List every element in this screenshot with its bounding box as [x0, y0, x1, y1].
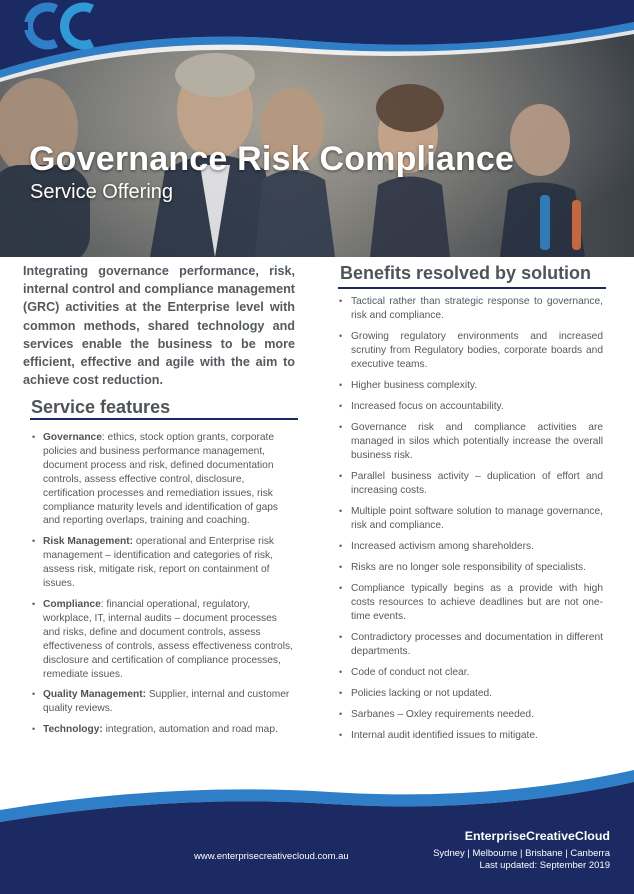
brand-name: EnterpriseCreativeCloud — [464, 829, 610, 843]
list-item: • Code of conduct not clear. — [339, 666, 603, 680]
list-item: • Governance: ethics, stock option grants, corporate policies and business performance management, document process and risk, defined documentation controls, assess effective control, disclosure, certification processes and remediation issues, risk compliance maturity levels and identification of gaps and reporting overlaps, training and coaching. — [32, 431, 294, 528]
benefits-list — [339, 295, 603, 750]
benefits-divider — [338, 287, 606, 289]
ecc-logo-icon — [0, 0, 100, 52]
hero-banner — [0, 0, 634, 257]
list-item: • Risk Management: operational and Enterprise risk management – identification and categories of risk, assess risk, mitigate risk, report on containment of issues. — [32, 535, 294, 591]
service-features-list — [32, 431, 294, 744]
list-item: • Increased activism among shareholders. — [339, 540, 603, 554]
list-item: • Growing regulatory environments and increased scrutiny from Regulatory bodies, corporate boards and executive teams. — [339, 330, 603, 372]
benefits-heading: Benefits resolved by solution — [340, 263, 592, 283]
list-item: • Compliance: financial operational, regulatory, workplace, IT, internal audits – document processes and risks, define and document controls, assess effectiveness of controls, assess effectiveness controls, disclosure and certification of compliance processes, remediate issues. — [32, 598, 294, 681]
list-item: • Governance risk and compliance activities are managed in silos which potentially increase the overall business risk. — [339, 421, 603, 463]
office-locations: Sydney | Melbourne | Brisbane | Canberra — [433, 848, 610, 859]
list-item: • Tactical rather than strategic response to governance, risk and compliance. — [339, 295, 603, 323]
list-item: • Quality Management: Supplier, internal and customer quality reviews. — [32, 688, 294, 716]
last-updated: Last updated: September 2019 — [479, 860, 610, 871]
list-item: • Contradictory processes and documentation in different departments. — [339, 631, 603, 659]
list-item: • Compliance typically begins as a provide with high costs resources to achieve deadlines but are not one-time events. — [339, 582, 603, 624]
list-item: • Increased focus on accountability. — [339, 400, 603, 414]
website-link[interactable]: www.enterprisecreativecloud.com.au — [194, 851, 349, 862]
list-item: • Parallel business activity – duplication of effort and increasing costs. — [339, 470, 603, 498]
list-item: • Policies lacking or not updated. — [339, 687, 603, 701]
list-item: • Higher business complexity. — [339, 379, 603, 393]
page-title: Governance Risk Compliance — [29, 140, 515, 178]
list-item: • Sarbanes – Oxley requirements needed. — [339, 708, 603, 722]
page-subtitle: Service Offering — [30, 181, 174, 203]
list-item: • Internal audit identified issues to mitigate. — [339, 729, 603, 743]
list-item: • Risks are no longer sole responsibility of specialists. — [339, 561, 603, 575]
list-item: • Multiple point software solution to manage governance, risk and compliance. — [339, 505, 603, 533]
service-features-heading: Service features — [31, 397, 171, 417]
service-features-divider — [30, 418, 298, 420]
intro-paragraph: Integrating governance performance, risk, internal control and compliance management (GRC) activities at the Enterprise level with common methods, shared technology and services enable the business to be more efficient, effective and agile with the aim to achieve cost reduction. — [23, 264, 295, 388]
list-item: • Technology: integration, automation and road map. — [32, 723, 294, 737]
